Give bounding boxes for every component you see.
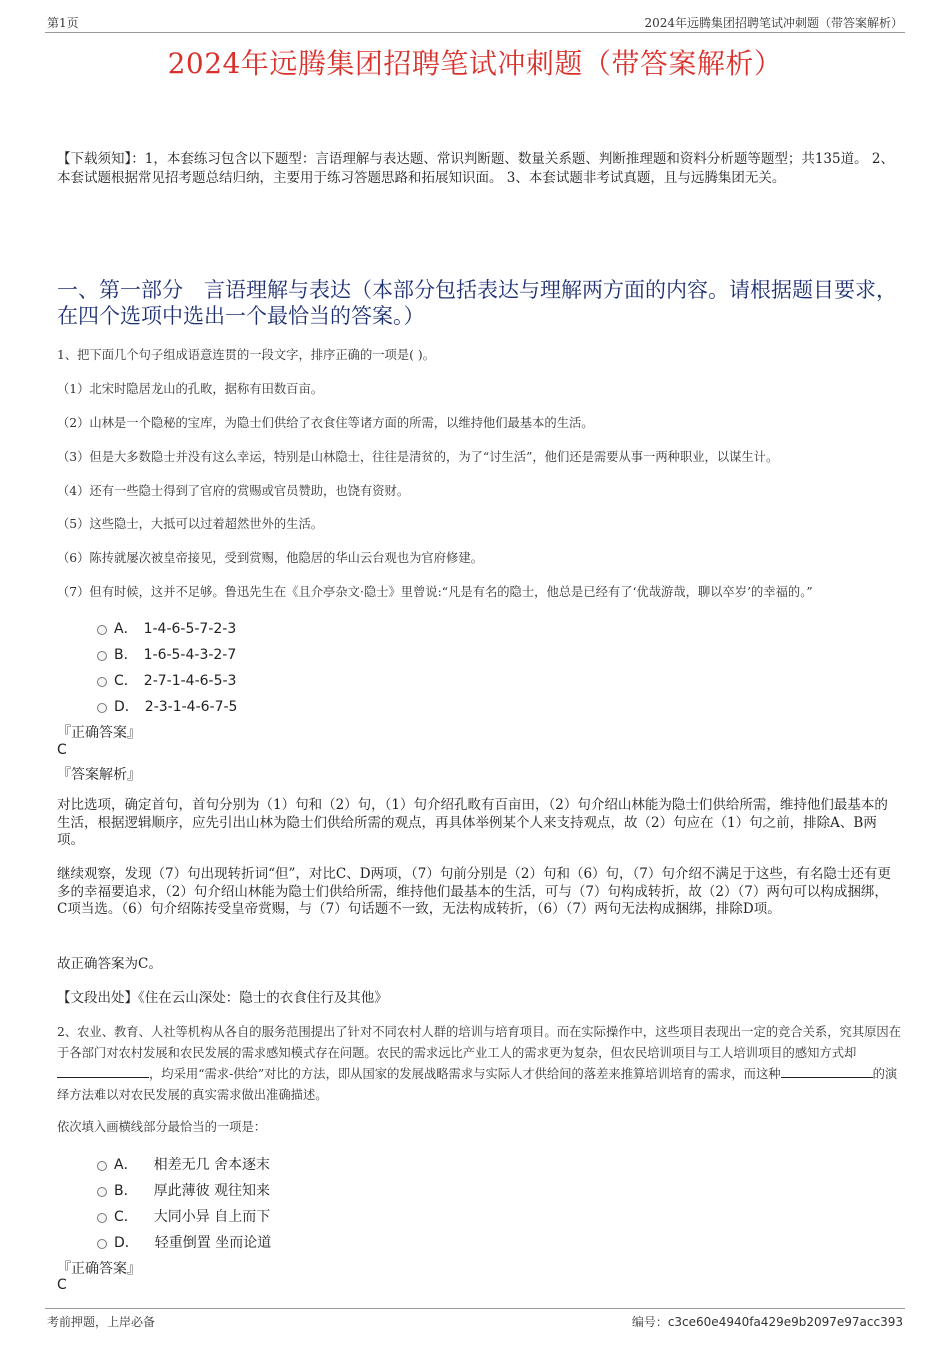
radio-icon[interactable]: [97, 651, 107, 661]
question-1-sentence: （7）但有时候，这并不足够。鲁迅先生在《且介亭杂文·隐士》里曾说:“凡是有名的隐士，他总是已经有了‘优哉游哉，聊以卒岁’的幸福的。”: [57, 585, 813, 599]
option-letter: C．: [114, 673, 138, 689]
q1-analysis-paragraph: 继续观察，发现（7）句出现转折词“但”，对比C、D两项，（7）句前分别是（2）句和（6）句，（7）句介绍不满足于这些，有名隐士还有更多的幸福要追求，（2）句介绍山林能为隐士们供给所需，维持他们最基本的生活，可与（7）句构成转折，故（2）（7）两句可以构成捆绑，C项当选。（6）句介绍陈抟受皇帝赏赐，与（7）句话题不一致，无法构成转折，（6）（7）两句无法构成捆绑，排除D项。: [57, 866, 891, 917]
radio-icon[interactable]: [97, 1239, 107, 1249]
option-letter: B．: [114, 1183, 138, 1199]
q1-option-c[interactable]: [97, 670, 236, 690]
q1-answer: C: [57, 742, 67, 758]
radio-icon[interactable]: [97, 625, 107, 635]
option-letter: D．: [114, 1235, 139, 1251]
q1-option-a[interactable]: [97, 618, 236, 638]
q2-option-b[interactable]: [97, 1180, 270, 1200]
radio-icon[interactable]: [97, 677, 107, 687]
fill-blank: [781, 1065, 873, 1078]
option-text: 2-7-1-4-6-5-3: [143, 673, 237, 689]
footer-divider: [45, 1308, 905, 1309]
radio-icon[interactable]: [97, 1187, 107, 1197]
option-text: 轻重倒置 坐而论道: [154, 1235, 272, 1251]
option-text: 相差无几 舍本逐末: [153, 1157, 271, 1173]
option-letter: A．: [114, 621, 138, 637]
fill-blank: [57, 1065, 149, 1078]
option-text: 厚此薄彼 观往知来: [153, 1183, 271, 1199]
q2-answer: C: [57, 1277, 67, 1293]
question-2-stem: 2、农业、教育、人社等机构从各自的服务范围提出了针对不同农村人群的培训与培育项目。而在实际操作中，这些项目表现出一定的竞合关系，究其原因在于各部门对农村发展和农民发展的需求感知模式存在问题。农民的需求远比产业工人的需求更为复杂，但农民培训项目与工人培训项目的感知方式却，均采用“需求-供给”对比的方法，即从国家的发展战略需求与实际人才供给间的落差来推算培训培育的需求，而这种 的演绎方法难以对农民发展的真实需求做出准确描述。: [57, 1025, 902, 1102]
option-text: 大同小异 自上而下: [153, 1209, 271, 1225]
q1-source: 【文段出处】《住在云山深处：隐士的衣食住行及其他》: [57, 990, 388, 1006]
footer-slogan: 考前押题，上岸必备: [47, 1315, 156, 1329]
q2-option-a[interactable]: [97, 1154, 270, 1174]
header-doc-title: 2024年远腾集团招聘笔试冲刺题（带答案解析）: [644, 16, 903, 30]
q2-answer-label: 『正确答案』: [57, 1261, 141, 1277]
radio-icon[interactable]: [97, 1161, 107, 1171]
radio-icon[interactable]: [97, 703, 107, 713]
q1-analysis-conclusion: 故正确答案为C。: [57, 956, 162, 972]
option-letter: A．: [114, 1157, 138, 1173]
option-text: 1-4-6-5-7-2-3: [143, 621, 237, 637]
q2-option-d[interactable]: [97, 1232, 271, 1252]
section-heading: 一、第一部分 言语理解与表达（本部分包括表达与理解两方面的内容。请根据题目要求，在四个选项中选出一个最恰当的答案。）: [57, 278, 897, 328]
radio-icon[interactable]: [97, 1213, 107, 1223]
question-1-sentence: （2）山林是一个隐秘的宝库，为隐士们供给了衣食住等诸方面的所需，以维持他们最基本的生活。: [57, 416, 594, 430]
q1-option-d[interactable]: [97, 696, 237, 716]
option-text: 1-6-5-4-3-2-7: [143, 647, 237, 663]
page-title: 2024年远腾集团招聘笔试冲刺题（带答案解析）: [167, 47, 783, 80]
question-2-prompt: 依次填入画横线部分最恰当的一项是：: [57, 1120, 267, 1134]
footer-code: 编号：c3ce60e4940fa429e9b2097e97acc393: [631, 1315, 903, 1329]
question-1-sentence: （1）北宋时隐居龙山的孔畋，据称有田数百亩。: [57, 382, 324, 396]
question-1-stem: 1、把下面几个句子组成语意连贯的一段文字，排序正确的一项是( )。: [57, 348, 435, 362]
header-page-number: 第1页: [47, 16, 79, 30]
header-divider: [45, 32, 905, 33]
question-1-sentence: （3）但是大多数隐士并没有这么幸运，特别是山林隐士，往往是清贫的，为了“讨生活”，他们还是需要从事一两种职业，以谋生计。: [57, 450, 779, 464]
q1-analysis-paragraph: 对比选项，确定首句，首句分别为（1）句和（2）句，（1）句介绍孔畋有百亩田，（2）句介绍山林能为隐士们供给所需，维持他们最基本的生活，根据逻辑顺序，应先引出山林为隐士们供给所需的观点，再具体举例某个人来支持观点，故（2）句应在（1）句之前，排除A、B两项。: [57, 797, 888, 848]
q1-analysis-label: 『答案解析』: [57, 767, 141, 783]
question-1-sentence: （6）陈抟就屡次被皇帝接见，受到赏赐，他隐居的华山云台观也为官府修建。: [57, 551, 483, 565]
q2-option-c[interactable]: [97, 1206, 270, 1226]
option-letter: C．: [114, 1209, 138, 1225]
q1-answer-label: 『正确答案』: [57, 725, 141, 741]
q1-option-b[interactable]: [97, 644, 236, 664]
question-1-sentence: （5）这些隐士，大抵可以过着超然世外的生活。: [57, 517, 324, 531]
option-letter: D．: [114, 699, 139, 715]
option-text: 2-3-1-4-6-7-5: [144, 699, 238, 715]
question-1-sentence: （4）还有一些隐士得到了官府的赏赐或官员赞助，也饶有资财。: [57, 484, 410, 498]
download-notice: 【下载须知】：1，本套练习包含以下题型：言语理解与表达题、常识判断题、数量关系题、判断推理题和资料分析题等题型；共135道。 2、本套试题根据常见招考题总结归纳，主要用于练习答题思路和拓展知识面。 3、本套试题非考试真题，且与远腾集团无关。: [57, 151, 894, 186]
option-letter: B．: [114, 647, 138, 663]
